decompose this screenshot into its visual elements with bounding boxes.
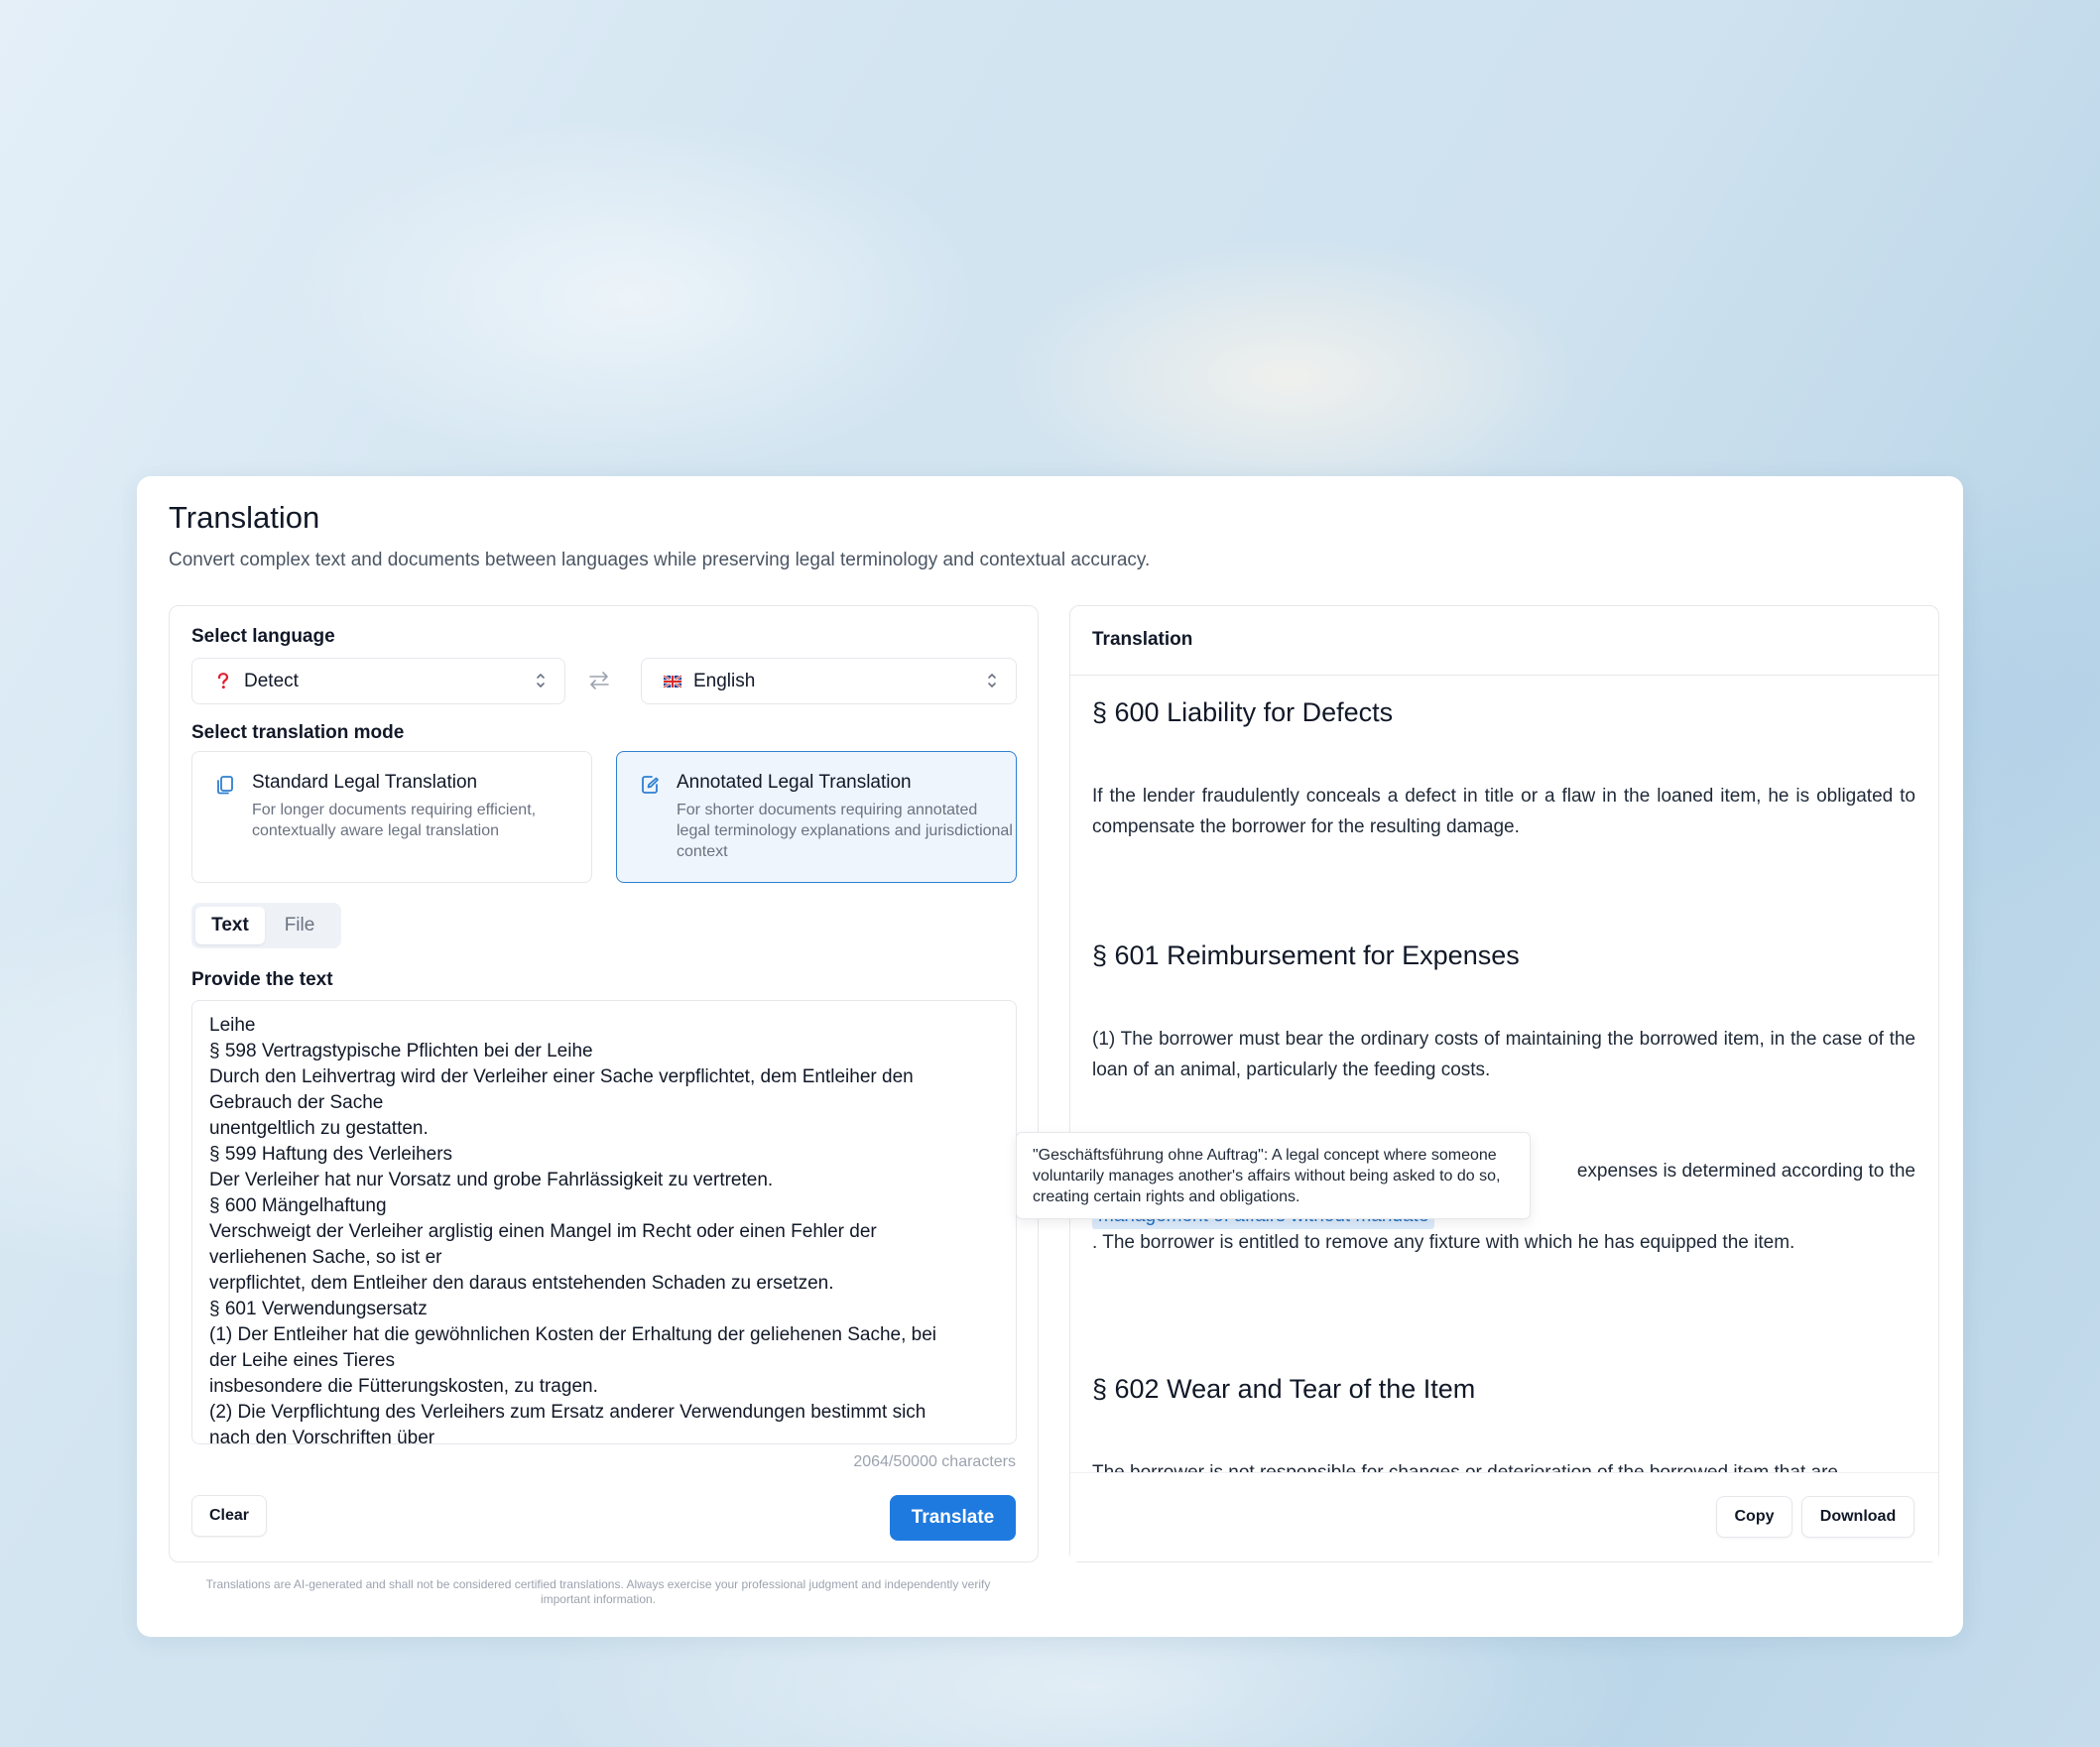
text-line: verliehenen Sache, so ist er	[209, 1247, 442, 1268]
copy-button[interactable]: Copy	[1716, 1496, 1792, 1538]
text-line: § 599 Haftung des Verleihers	[209, 1144, 453, 1165]
text-line: Durch den Leihvertrag wird der Verleiher einer Sache verpflichtet, dem Entleiher den	[209, 1066, 914, 1087]
output-header	[1070, 606, 1938, 676]
mode-standard-title: Standard Legal Translation	[252, 772, 478, 793]
input-panel	[169, 605, 1039, 1562]
section-paragraph: If the lender fraudulently conceals a defect in title or a flaw in the loaned item, he is obligated to compensate the borrower for the resulting damage.	[1092, 786, 1915, 837]
source-language-select[interactable]	[191, 658, 565, 704]
download-button[interactable]: Download	[1801, 1496, 1915, 1538]
edit-document-icon	[639, 774, 661, 796]
text-line: § 598 Vertragstypische Pflichten bei der Leihe	[209, 1041, 593, 1061]
output-panel	[1069, 605, 1939, 1562]
character-counter: 2064/50000 characters	[853, 1453, 1016, 1470]
output-title: Translation	[1092, 629, 1193, 650]
select-language-label: Select language	[191, 626, 335, 647]
chevron-up-down-icon	[986, 671, 998, 690]
translate-button[interactable]: Translate	[890, 1495, 1016, 1541]
text-line: Der Verleiher hat nur Vorsatz und grobe Fahrlässigkeit zu vertreten.	[209, 1170, 774, 1190]
section-paragraph: (1) The borrower must bear the ordinary costs of maintaining the borrowed item, in the case of the loan of an animal, particularly the feeding costs.	[1092, 1029, 1915, 1080]
text-line: § 600 Mängelhaftung	[209, 1195, 387, 1216]
target-language-select[interactable]	[641, 658, 1017, 704]
text-line: § 601 Verwendungsersatz	[209, 1299, 428, 1319]
translation-card	[137, 476, 1963, 1637]
mode-standard-description: For longer documents requiring efficient, contextually aware legal translation	[252, 802, 537, 839]
text-line: unentgeltlich zu gestatten.	[209, 1118, 429, 1139]
section-heading: § 600 Liability for Defects	[1092, 697, 1394, 727]
text-line: nach den Vorschriften über	[209, 1428, 435, 1448]
select-mode-label: Select translation mode	[191, 722, 405, 743]
text-line: der Leihe eines Tieres	[209, 1350, 395, 1371]
section-heading: § 602 Wear and Tear of the Item	[1092, 1374, 1476, 1404]
copy-document-icon	[214, 774, 236, 796]
target-language-value: English	[693, 670, 756, 691]
mode-annotated-description: For shorter documents requiring annotated legal terminology explanations and jurisdictional context	[677, 802, 1013, 860]
translation-output[interactable]	[1092, 678, 1915, 1461]
text-line: Leihe	[209, 1015, 256, 1036]
mode-standard-option[interactable]	[191, 751, 592, 883]
tab-text[interactable]: Text	[195, 907, 265, 944]
mode-annotated-title: Annotated Legal Translation	[677, 772, 912, 793]
text-line: verpflichtet, dem Entleiher den daraus entstehenden Schaden zu ersetzen.	[209, 1273, 834, 1294]
text-line: (2) Die Verpflichtung des Verleihers zum Ersatz anderer Verwendungen bestimmt sich	[209, 1402, 926, 1423]
section-paragraph-continuation: . The borrower is entitled to remove any fixture with which he has equipped the item.	[1092, 1232, 1795, 1253]
page-title: Translation	[169, 500, 320, 535]
source-text-input[interactable]	[191, 1000, 1017, 1448]
text-line: Verschweigt der Verleiher arglistig einen Mangel im Recht oder einen Fehler der	[209, 1221, 877, 1242]
term-tooltip: "Geschäftsführung ohne Auftrag": A legal concept where someone voluntarily manages another's affairs without being asked to do so, creating certain rights and obligations.	[1016, 1132, 1531, 1219]
tab-file[interactable]: File	[284, 915, 315, 936]
section-paragraph-fragment: expenses is determined according to the	[1576, 1161, 1915, 1182]
swap-languages-icon[interactable]	[586, 668, 612, 693]
text-line: (1) Der Entleiher hat die gewöhnlichen Kosten der Erhaltung der geliehenen Sache, bei	[209, 1324, 937, 1345]
output-actions	[1070, 1472, 1938, 1561]
text-line: insbesondere die Fütterungskosten, zu tragen.	[209, 1376, 598, 1397]
uk-flag-icon	[662, 676, 683, 687]
text-line: Gebrauch der Sache	[209, 1092, 384, 1113]
section-heading: § 601 Reimbursement for Expenses	[1092, 940, 1520, 970]
page-subtitle: Convert complex text and documents between languages while preserving legal terminology and contextual accuracy.	[169, 550, 1151, 570]
disclaimer: Translations are AI-generated and shall not be considered certified translations. Always exercise your professional judgment and independently verify important information.	[205, 1577, 991, 1606]
chevron-up-down-icon	[535, 671, 547, 690]
provide-text-label: Provide the text	[191, 969, 333, 990]
question-icon	[212, 673, 234, 690]
clear-button[interactable]: Clear	[191, 1495, 267, 1537]
source-language-value: Detect	[244, 670, 299, 691]
mode-annotated-option[interactable]	[616, 751, 1017, 883]
input-type-tabs	[191, 903, 341, 948]
